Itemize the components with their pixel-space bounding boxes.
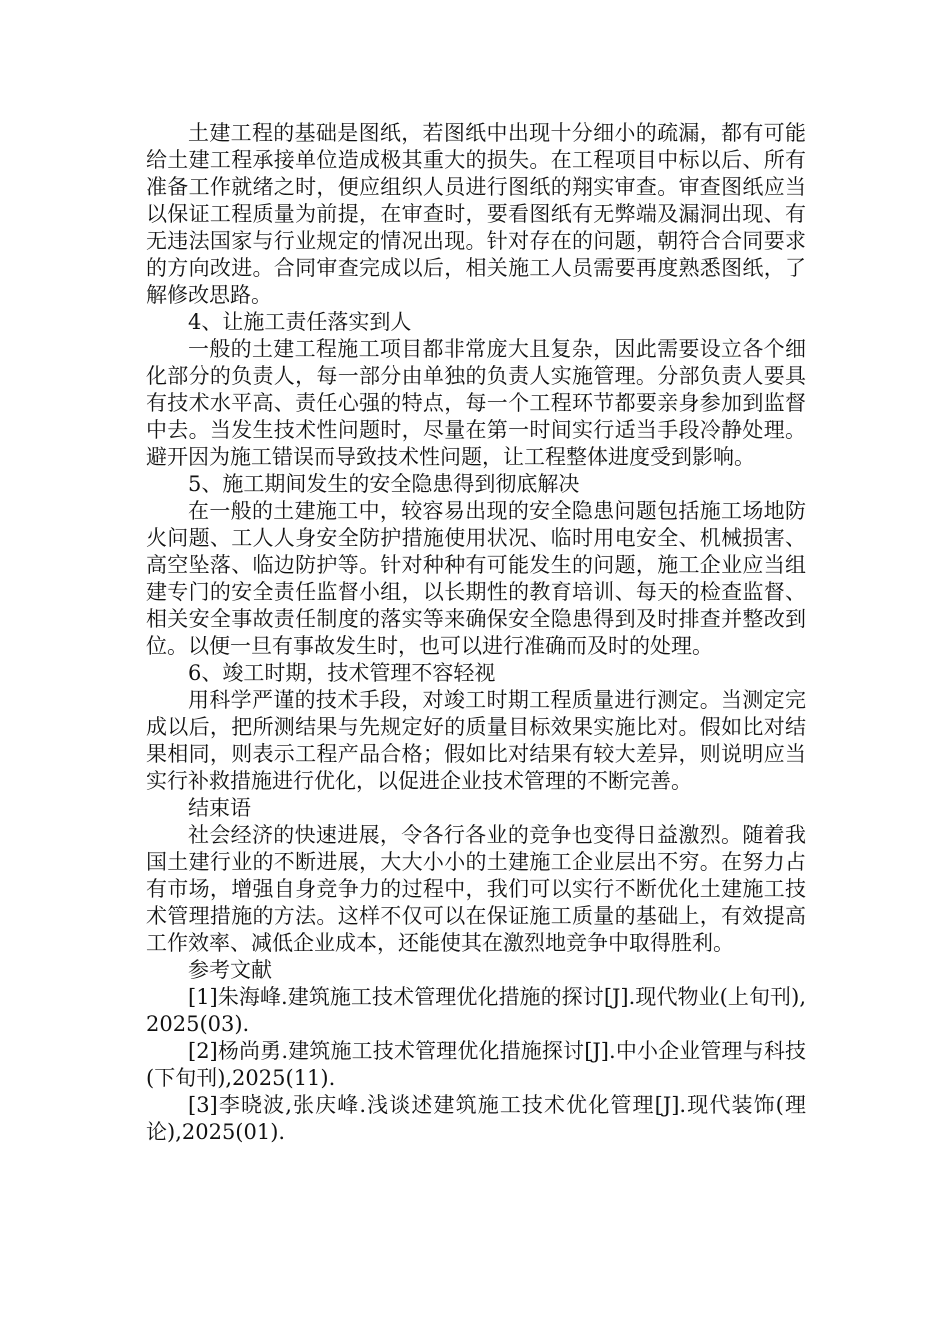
paragraph-conclusion: 社会经济的快速进展，令各行各业的竞争也变得日益激烈。随着我国土建行业的不断进展，大大小小的土建施工企业层出不穷。在努力占有市场，增强自身竞争力的过程中，我们可以实行不断优化土建施工技术管理措施的方法。这样不仅可以在保证施工质量的基础上，有效提高工作效率、减低企业成本，还能使其在激烈地竞争中取得胜利。 bbox=[146, 823, 806, 955]
reference-item-3: [3]李晓波,张庆峰.浅谈述建筑施工技术优化管理[J].现代装饰(理论),2025(01). bbox=[146, 1093, 806, 1144]
document-page bbox=[146, 120, 806, 1146]
conclusion-heading: 结束语 bbox=[188, 796, 251, 820]
reference-item-1: [1]朱海峰.建筑施工技术管理优化措施的探讨[J].现代物业(上旬刊),2025(03). bbox=[146, 985, 806, 1036]
reference-item-2: [2]杨尚勇.建筑施工技术管理优化措施探讨[J].中小企业管理与科技(下旬刊),2025(11). bbox=[146, 1039, 806, 1090]
paragraph-responsibility: 一般的土建工程施工项目都非常庞大且复杂，因此需要设立各个细化部分的负责人，每一部分由单独的负责人实施管理。分部负责人要具有技术水平高、责任心强的特点，每一个工程环节都要亲身参加到监督中去。当发生技术性问题时，尽量在第一时间实行适当手段冷静处理。避开因为施工错误而导致技术性问题，让工程整体进度受到影响。 bbox=[146, 337, 806, 469]
paragraph-completion: 用科学严谨的技术手段，对竣工时期工程质量进行测定。当测定完成以后，把所测结果与先规定好的质量目标效果实施比对。假如比对结果相同，则表示工程产品合格；假如比对结果有较大差异，则说明应当实行补救措施进行优化，以促进企业技术管理的不断完善。 bbox=[146, 688, 806, 793]
section-heading-4: 4、让施工责任落实到人 bbox=[188, 310, 412, 334]
paragraph-drawing-review: 土建工程的基础是图纸，若图纸中出现十分细小的疏漏，都有可能给土建工程承接单位造成极其重大的损失。在工程项目中标以后、所有准备工作就绪之时，便应组织人员进行图纸的翔实审查。审查图纸应当以保证工程质量为前提，在审查时，要看图纸有无弊端及漏洞出现、有无违法国家与行业规定的情况出现。针对存在的问题，朝符合合同要求的方向改进。合同审查完成以后，相关施工人员需要再度熟悉图纸，了解修改思路。 bbox=[146, 121, 806, 307]
section-heading-5: 5、施工期间发生的安全隐患得到彻底解决 bbox=[188, 472, 580, 496]
section-heading-6: 6、竣工时期，技术管理不容轻视 bbox=[188, 661, 496, 685]
paragraph-safety: 在一般的土建施工中，较容易出现的安全隐患问题包括施工场地防火问题、工人人身安全防护措施使用状况、临时用电安全、机械损害、高空坠落、临边防护等。针对种种有可能发生的问题，施工企业应当组建专门的安全责任监督小组，以长期性的教育培训、每天的检查监督、相关安全事故责任制度的落实等来确保安全隐患得到及时排查并整改到位。以便一旦有事故发生时，也可以进行准确而及时的处理。 bbox=[146, 499, 806, 658]
references-heading: 参考文献 bbox=[188, 958, 272, 982]
